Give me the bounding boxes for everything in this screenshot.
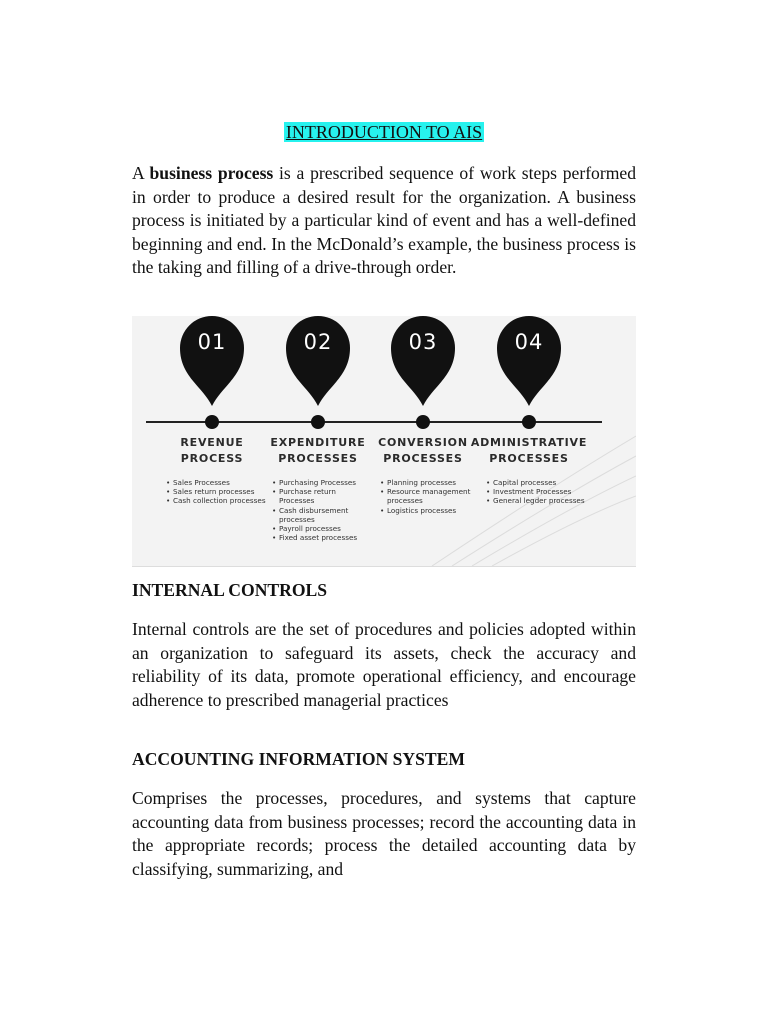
list-item: • Purchasing Processes [272,478,372,487]
internal-controls-heading: INTERNAL CONTROLS [132,580,328,600]
step-title-line: CONVERSION [378,436,468,449]
intro-paragraph [132,162,636,280]
list-item: • Payroll processes [272,524,372,533]
revenue-process-list [166,478,266,506]
step-title-line: EXPENDITURE [270,436,366,449]
list-item: • Fixed asset processes [272,533,372,542]
list-item: • Cash disbursement processes [272,506,372,524]
list-item: • Cash collection processes [166,496,266,505]
page-title [132,122,636,143]
step-title-conversion [363,435,483,467]
step-number-01: 01 [197,330,227,354]
list-item: • Capital processes [486,478,586,487]
intro-post: is a prescribed sequence of work steps performed in order to produce a desired result for the organization. A business process is initiated by a particular kind of event and has a well-defined beginning and end. In the McDonald’s example, the business process is the taking and filling of a drive-through order. [132,163,636,277]
list-item: • Purchase return Processes [272,487,372,505]
step-number-04: 04 [514,330,544,354]
step-title-line: PROCESS [180,452,244,465]
conversion-process-list [380,478,480,515]
business-process-infographic [132,316,636,567]
expenditure-process-list [272,478,372,542]
step-title-expenditure [258,435,378,467]
list-item: • Planning processes [380,478,480,487]
list-item: • Sales return processes [166,487,266,496]
page-title-text: INTRODUCTION TO AIS [285,122,483,142]
intro-pre: A [132,163,150,183]
step-title-line: PROCESSES [489,452,569,465]
list-item: • Sales Processes [166,478,266,487]
step-title-administrative [469,435,589,467]
step-title-line: PROCESSES [383,452,463,465]
ais-paragraph: Comprises the processes, procedures, and systems that capture accounting data from business processes; record the accounting data in the appropriate records; process the detailed accounting data by classifying, summarizing, and [132,788,636,879]
list-item: • Investment Processes [486,487,586,496]
step-title-revenue [152,435,272,467]
list-item: • General legder processes [486,496,586,505]
ais-heading: ACCOUNTING INFORMATION SYSTEM [132,749,466,769]
step-title-line: ADMINISTRATIVE [470,436,588,449]
step-number-03: 03 [408,330,438,354]
list-item: • Resource management processes [380,487,480,505]
administrative-process-list [486,478,586,506]
step-title-line: PROCESSES [278,452,358,465]
intro-bold-term: business process [149,163,274,183]
internal-controls-paragraph: Internal controls are the set of procedures and policies adopted within an organization to safeguard its assets, check the accuracy and reliability of its data, promote operational efficiency, and encourage adherence to prescribed managerial practices [132,619,636,710]
list-item: • Logistics processes [380,506,480,515]
step-title-line: REVENUE [180,436,244,449]
step-number-02: 02 [303,330,333,354]
